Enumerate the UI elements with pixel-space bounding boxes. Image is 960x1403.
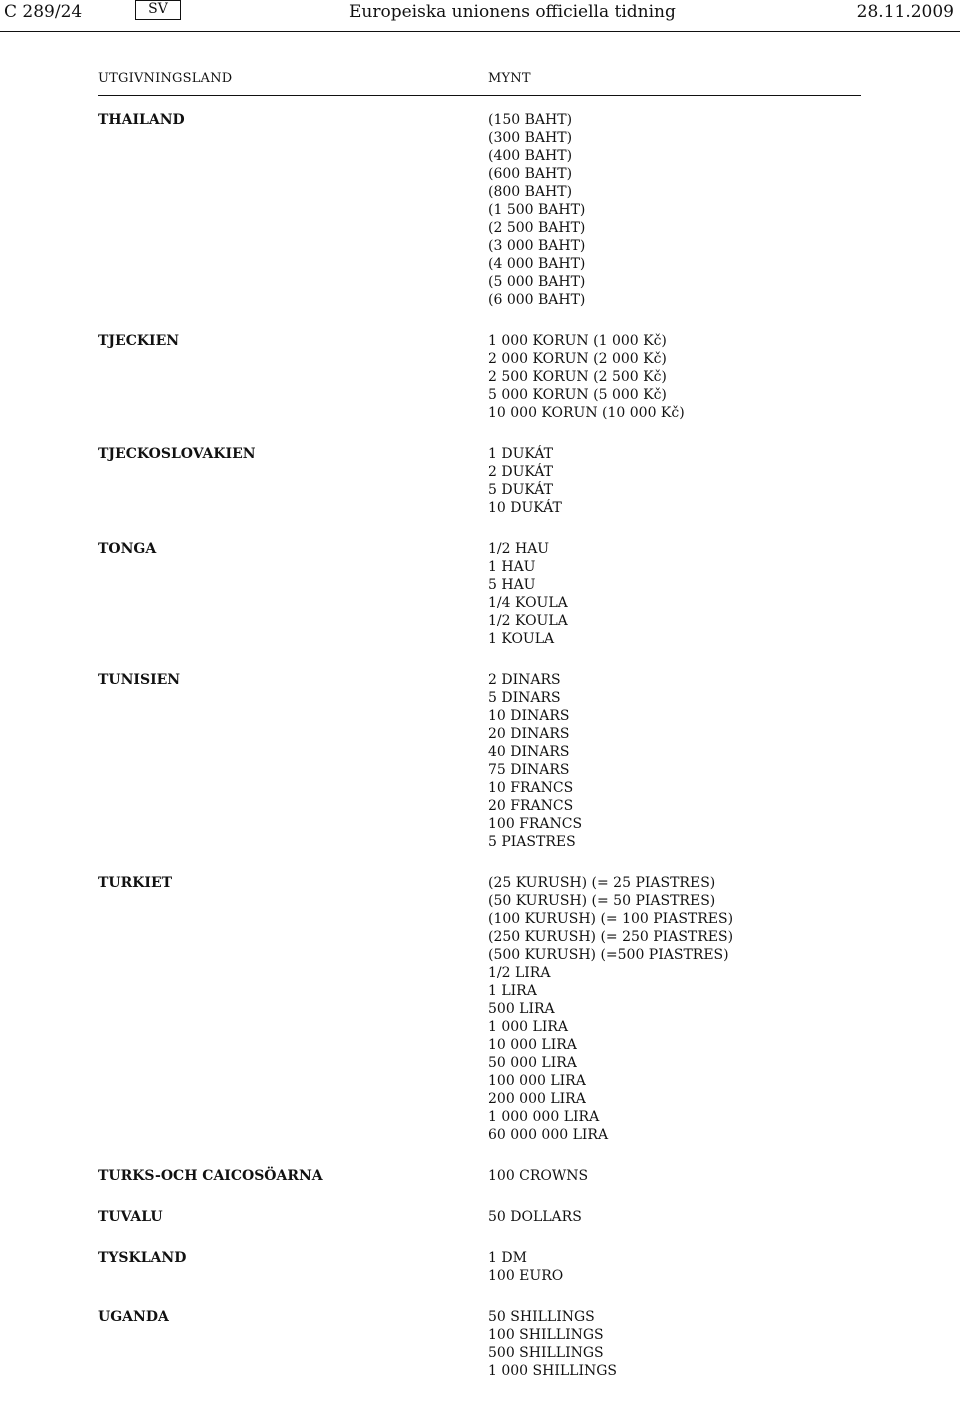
language-code: SV [135,0,181,20]
coin-denomination: (6 000 BAHT) [488,292,586,308]
table-row [0,874,960,1144]
coin-denomination: 1 DUKÁT [488,446,553,462]
table-row [0,1208,960,1226]
coin-denomination: (800 BAHT) [488,184,573,200]
coin-denomination: (600 BAHT) [488,166,573,182]
coin-denomination: 50 DOLLARS [488,1209,582,1225]
coin-denomination: 2 000 KORUN (2 000 Kč) [488,351,667,367]
issuing-country: TYSKLAND [98,1250,187,1266]
coin-denomination: 10 000 KORUN (10 000 Kč) [488,405,685,421]
coin-list [488,1167,960,1185]
table-row [0,540,960,648]
issuing-country: TJECKIEN [98,333,180,349]
coin-denomination: 500 SHILLINGS [488,1345,604,1361]
coin-denomination: (100 KURUSH) (= 100 PIASTRES) [488,911,734,927]
coin-denomination: 10 000 LIRA [488,1037,577,1053]
column-header-country: UTGIVNINGSLAND [98,71,233,86]
coin-denomination: 1 HAU [488,559,536,575]
table-row [0,111,960,309]
coin-denomination: (400 BAHT) [488,148,573,164]
coin-denomination: 500 LIRA [488,1001,555,1017]
publication-date: 28.11.2009 [856,2,954,22]
coin-denomination: 20 DINARS [488,726,570,742]
coin-denomination: (3 000 BAHT) [488,238,586,254]
coin-denomination: 100 CROWNS [488,1168,589,1184]
coin-denomination: (50 KURUSH) (= 50 PIASTRES) [488,893,716,909]
coin-denomination: 1 000 SHILLINGS [488,1363,618,1379]
coin-denomination: 10 FRANCS [488,780,574,796]
coin-list [488,111,960,309]
issuing-country: TJECKOSLOVAKIEN [98,446,256,462]
issuing-country: TURKS-OCH CAICOSÖARNA [98,1168,323,1184]
issuing-country: TUVALU [98,1209,163,1225]
page-reference: C 289/24 [4,2,83,22]
coin-denomination: (4 000 BAHT) [488,256,586,272]
table-row [0,1167,960,1185]
coin-denomination: 100 EURO [488,1268,564,1284]
coin-denomination: (150 BAHT) [488,112,573,128]
coin-denomination: 50 SHILLINGS [488,1309,595,1325]
coin-denomination: 5 DINARS [488,690,561,706]
coin-denomination: 1/2 HAU [488,541,550,557]
issuing-country: THAILAND [98,112,185,128]
coin-list [488,540,960,648]
coin-list [488,1308,960,1380]
coin-denomination: 100 FRANCS [488,816,583,832]
coin-denomination: 10 DINARS [488,708,570,724]
coin-table [0,111,960,1403]
coin-denomination: (5 000 BAHT) [488,274,586,290]
table-row [0,1308,960,1380]
journal-title: Europeiska unionens officiella tidning [349,2,676,22]
coin-denomination: 200 000 LIRA [488,1091,586,1107]
coin-list [488,1249,960,1285]
coin-denomination: 2 DINARS [488,672,561,688]
coin-denomination: (1 500 BAHT) [488,202,586,218]
table-row [0,1249,960,1285]
issuing-country: TURKIET [98,875,173,891]
coin-denomination: 5 DUKÁT [488,482,553,498]
coin-denomination: 1 KOULA [488,631,555,647]
issuing-country: UGANDA [98,1309,169,1325]
coin-list [488,874,960,1144]
issuing-country: TONGA [98,541,157,557]
table-row [0,445,960,517]
column-header-coin: MYNT [488,71,531,86]
coin-denomination: 100 000 LIRA [488,1073,586,1089]
coin-denomination: 2 DUKÁT [488,464,553,480]
coin-denomination: 5 PIASTRES [488,834,576,850]
coin-list [488,671,960,851]
coin-denomination: 20 FRANCS [488,798,574,814]
coin-denomination: (250 KURUSH) (= 250 PIASTRES) [488,929,734,945]
header-divider [0,31,960,32]
coin-denomination: 1/2 LIRA [488,965,551,981]
coin-list [488,1208,960,1226]
coin-denomination: 10 DUKÁT [488,500,562,516]
coin-denomination: 1/2 KOULA [488,613,568,629]
coin-denomination: 2 500 KORUN (2 500 Kč) [488,369,667,385]
coin-list [488,332,960,422]
coin-denomination: 60 000 000 LIRA [488,1127,609,1143]
coin-denomination: 5 000 KORUN (5 000 Kč) [488,387,667,403]
coin-denomination: 1 DM [488,1250,527,1266]
coin-denomination: 1 LIRA [488,983,537,999]
coin-denomination: (500 KURUSH) (=500 PIASTRES) [488,947,729,963]
coin-denomination: 1 000 000 LIRA [488,1109,600,1125]
page-header [0,0,960,32]
coin-denomination: 1/4 KOULA [488,595,568,611]
coin-denomination: 100 SHILLINGS [488,1327,604,1343]
coin-denomination: 1 000 LIRA [488,1019,569,1035]
issuing-country: TUNISIEN [98,672,181,688]
column-header-divider [98,95,861,96]
coin-denomination: 5 HAU [488,577,536,593]
table-row [0,332,960,422]
coin-denomination: 50 000 LIRA [488,1055,577,1071]
coin-denomination: 40 DINARS [488,744,570,760]
coin-denomination: (2 500 BAHT) [488,220,586,236]
table-row [0,671,960,851]
coin-denomination: (25 KURUSH) (= 25 PIASTRES) [488,875,716,891]
coin-denomination: (300 BAHT) [488,130,573,146]
coin-denomination: 75 DINARS [488,762,570,778]
coin-list [488,445,960,517]
coin-denomination: 1 000 KORUN (1 000 Kč) [488,333,667,349]
